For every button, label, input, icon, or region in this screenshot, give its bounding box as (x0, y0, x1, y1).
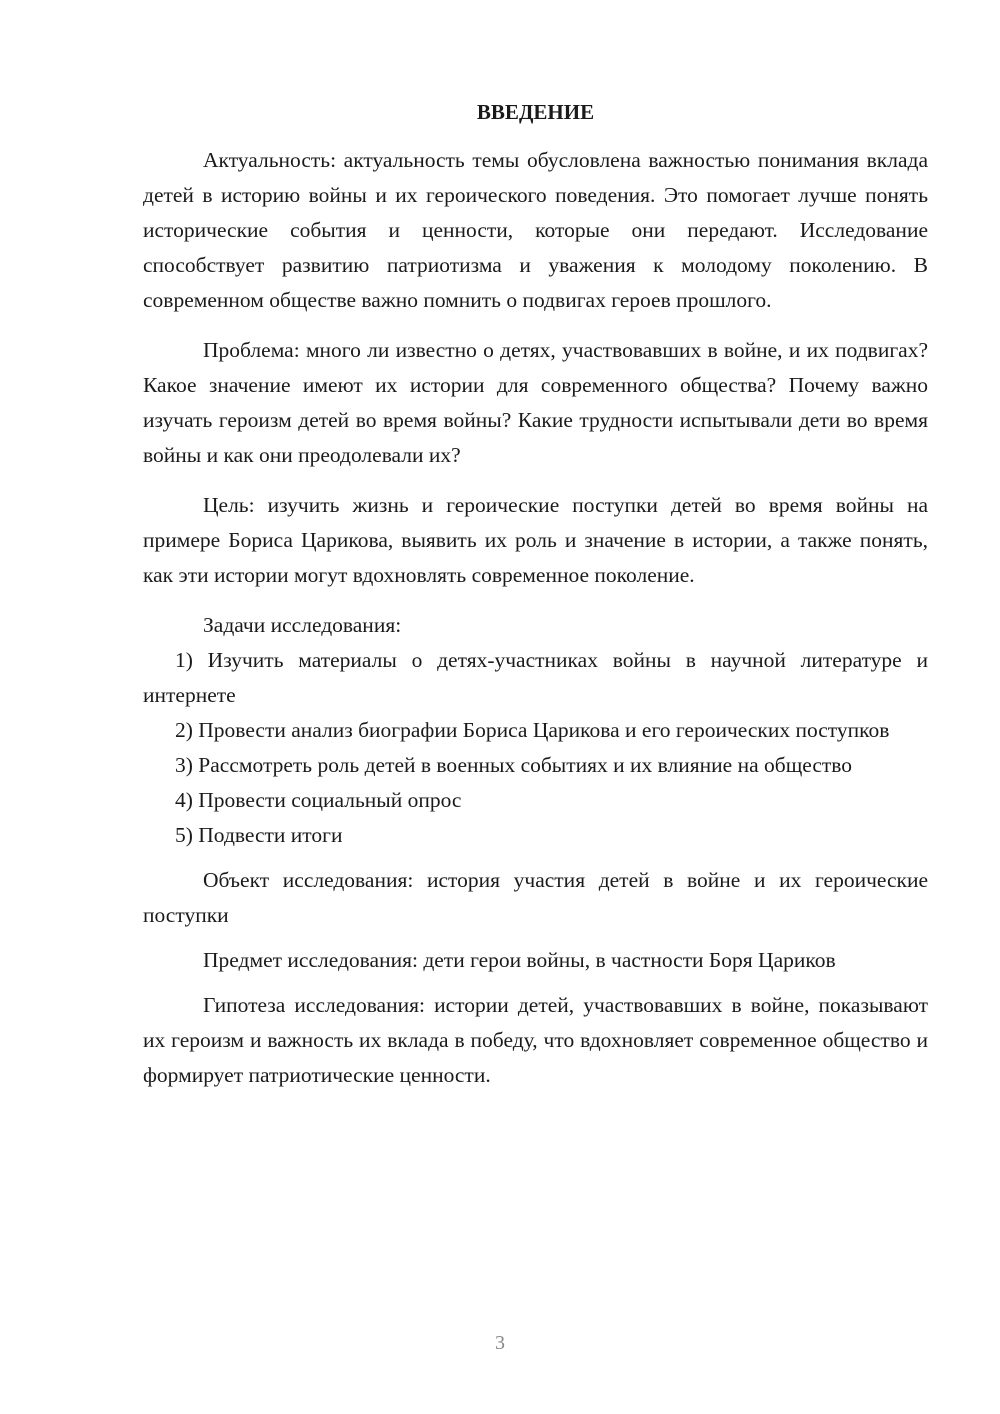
task-item-3: 3) Рассмотреть роль детей в военных событиях и их влияние на общество (175, 753, 853, 777)
object-paragraph: Объект исследования: история участия детей в войне и их героические поступки (143, 868, 928, 927)
problem-paragraph: Проблема: много ли известно о детях, участвовавших в войне, и их подвигах? Какое значение имеют их истории для современного общества? Почему важно изучать героизм детей во время войны? Какие трудности испытывали дети во время войны и как они преодолевали их? (143, 338, 928, 467)
hypothesis-paragraph: Гипотеза исследования: истории детей, участвовавших в войне, показывают их героизм и важность их вклада в победу, что вдохновляет современное общество и формирует патриотические ценности. (143, 993, 928, 1087)
page-content (143, 94, 928, 1093)
task-item-4: 4) Провести социальный опрос (175, 788, 462, 812)
relevance-paragraph: Актуальность: актуальность темы обусловлена важностью понимания вклада детей в историю войны и их героического поведения. Это помогает лучше понять исторические события и ценности, которые они передают. Исследование способствует развитию патриотизма и уважения к молодому поколению. В современном обществе важно помнить о подвигах героев прошлого. (143, 148, 928, 312)
task-item-5: 5) Подвести итоги (175, 823, 343, 847)
task-item-2: 2) Провести анализ биографии Бориса Царикова и его героических поступков (175, 718, 890, 742)
goal-paragraph: Цель: изучить жизнь и героические поступки детей во время войны на примере Бориса Царикова, выявить их роль и значение в истории, а также понять, как эти истории могут вдохновлять современное поколение. (143, 493, 928, 587)
task-item-1: 1) Изучить материалы о детях-участниках войны в научной литературе и интернете (143, 648, 928, 707)
subject-paragraph: Предмет исследования: дети герои войны, в частности Боря Цариков (203, 948, 836, 972)
page-number: 3 (495, 1332, 505, 1354)
tasks-list (143, 643, 928, 853)
tasks-intro: Задачи исследования: (203, 613, 402, 637)
page-title: ВВЕДЕНИЕ (476, 100, 595, 124)
